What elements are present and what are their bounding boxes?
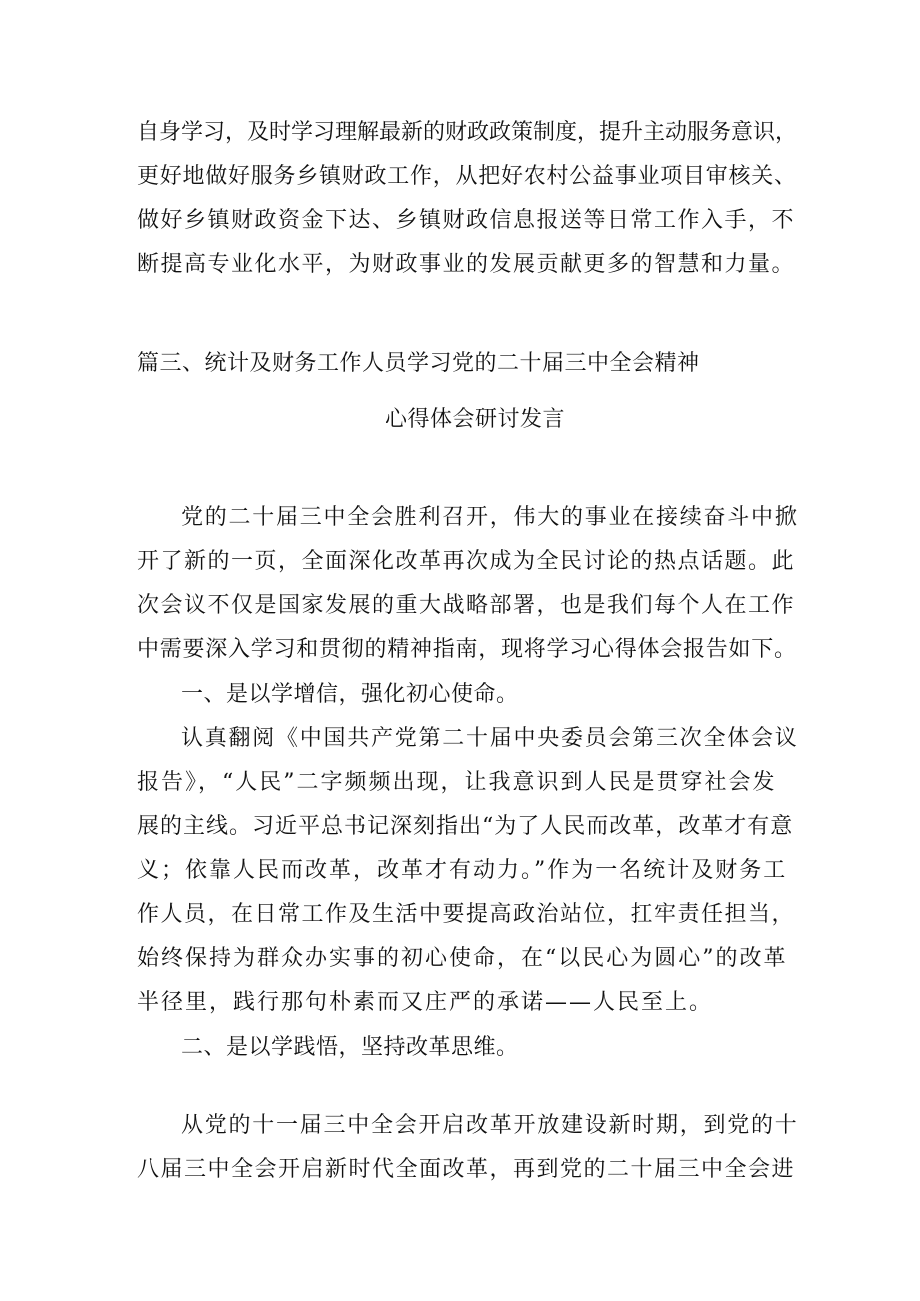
paragraph-line: 更好地做好服务乡镇财政工作，从把好农村公益事业项目审核关、: [137, 164, 797, 189]
paragraph-line: 八届三中全会开启新时代全面改革，再到党的二十届三中全会进: [137, 1157, 796, 1182]
paragraph-line: 断提高专业化水平，为财政事业的发展贡献更多的智慧和力量。: [137, 252, 796, 277]
paragraph-line: 党的二十届三中全会胜利召开，伟大的事业在接续奋斗中掀: [181, 505, 799, 530]
paragraph-line: 做好乡镇财政资金下达、乡镇财政信息报送等日常工作入手，不: [137, 208, 796, 233]
paragraph-line: 开了新的一页，全面深化改革再次成为全民讨论的热点话题。此: [137, 549, 796, 574]
paragraph-line: 中需要深入学习和贯彻的精神指南，现将学习心得体会报告如下。: [137, 637, 797, 662]
paragraph-line: 认真翻阅《中国共产党第二十届中央委员会第三次全体会议: [181, 726, 799, 751]
section-heading: 一、是以学增信，强化初心使命。: [181, 682, 519, 707]
document-title-line-1: 篇三、统计及财务工作人员学习党的二十届三中全会精神: [137, 351, 700, 376]
paragraph-line: 始终保持为群众办实事的初心使命，在“以民心为圆心”的改革: [137, 946, 788, 971]
paragraph-line: 报告》，“人民”二字频频出现，让我意识到人民是贯穿社会发: [137, 770, 777, 795]
paragraph-line: 半径里，践行那句朴素而又庄严的承诺——人民至上。: [137, 990, 714, 1015]
paragraph-line: 从党的十一届三中全会开启改革开放建设新时期，到党的十: [181, 1113, 799, 1138]
paragraph-line: 自身学习，及时学习理解最新的财政政策制度，提升主动服务意识，: [137, 120, 798, 145]
section-heading: 二、是以学践悟，坚持改革思维。: [181, 1035, 519, 1060]
paragraph-line: 次会议不仅是国家发展的重大战略部署，也是我们每个人在工作: [137, 593, 796, 618]
paragraph-line: 义；依靠人民而改革，改革才有动力。”作为一名统计及财务工: [137, 858, 788, 883]
paragraph-line: 展的主线。习近平总书记深刻指出“为了人民而改革，改革才有意: [137, 814, 794, 839]
document-title-line-2: 心得体会研讨发言: [384, 407, 565, 432]
paragraph-line: 作人员，在日常工作及生活中要提高政治站位，扛牢责任担当，: [137, 902, 796, 927]
